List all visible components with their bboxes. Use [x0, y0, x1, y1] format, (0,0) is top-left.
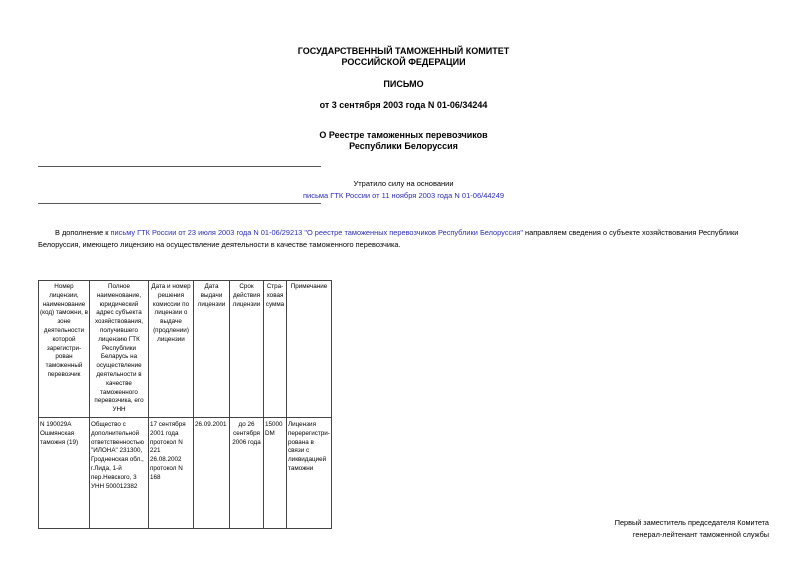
header-cell: Срок действия лицензии — [230, 281, 264, 418]
status-note-link[interactable]: письма ГТК России от 11 ноября 2003 года N 01-06/44249 — [302, 191, 505, 200]
signature-line-2: генерал-лейтенант таможенной службы — [632, 530, 769, 539]
table-header-row — [39, 281, 332, 418]
header-cell: Полное наименование, юридический адрес субъекта хозяйствования, получившего лицензию ГТК Республики Беларусь на осуществление деятельности в качестве таможенного перевозчика, его УНН — [90, 281, 149, 418]
body-prefix: В дополнение к — [55, 228, 111, 237]
status-note — [0, 178, 807, 202]
table-cell: до 26 сентября 2006 года — [230, 417, 264, 528]
table-cell: 17 сентября 2001 года протокол N 221 26.08.2002 протокол N 168 — [149, 417, 194, 528]
signature-block — [615, 517, 769, 541]
body-link[interactable]: письму ГТК России от 23 июля 2003 года N 01-06/29213 "О реестре таможенных перевозчиков Республики Белоруссия" — [110, 228, 523, 237]
table-cell: 15000 DM — [264, 417, 287, 528]
header-cell: Примечание — [287, 281, 332, 418]
document-type: ПИСЬМО — [383, 79, 424, 89]
body-paragraph — [38, 227, 770, 251]
table-cell: 26.09.2001 — [194, 417, 230, 528]
header-cell: Дата выдачи лицензии — [194, 281, 230, 418]
table-row — [39, 417, 332, 528]
header-cell: Номер лицензии, наименование (код) таможни, в зоне деятельности которой зарегистри-рован таможенный перевозчик — [39, 281, 90, 418]
table-cell: Лицензия перерегистри-рована в связи с ликвидацией таможни — [287, 417, 332, 528]
authority-line-1: ГОСУДАРСТВЕННЫЙ ТАМОЖЕННЫЙ КОМИТЕТ — [297, 46, 510, 56]
table-cell: N 190029А Ошмянская таможня (19) — [39, 417, 90, 528]
table-cell: Общество с дополнительной ответственностью "ИЛОНА" 231300, Гродненская обл., г.Лида, 1-й пер.Невского, 3 УНН 500012382 — [90, 417, 149, 528]
carrier-registry-table — [38, 280, 332, 529]
document-subject — [0, 130, 807, 152]
body-suffix: направляем сведения о субъекте хозяйствования Республики Белоруссия, имеющего лицензию на осуществление деятельности в качестве таможенного перевозчика. — [38, 228, 739, 249]
divider-bottom — [38, 203, 321, 204]
subject-line-1: О Реестре таможенных перевозчиков — [319, 130, 488, 140]
status-note-text: Утратило силу на основании — [353, 179, 454, 188]
subject-line-2: Республики Белоруссия — [349, 141, 458, 151]
signature-line-1: Первый заместитель председателя Комитета — [614, 518, 769, 527]
header-cell: Стра-ховая сумма — [264, 281, 287, 418]
authority-line-2: РОССИЙСКОЙ ФЕДЕРАЦИИ — [341, 57, 466, 67]
authority-title — [0, 46, 807, 68]
header-cell: Дата и номер решения комиссии по лицензии о выдаче (продлении) лицензии — [149, 281, 194, 418]
divider-top — [38, 166, 321, 167]
document-date-number: от 3 сентября 2003 года N 01-06/34244 — [319, 100, 488, 110]
